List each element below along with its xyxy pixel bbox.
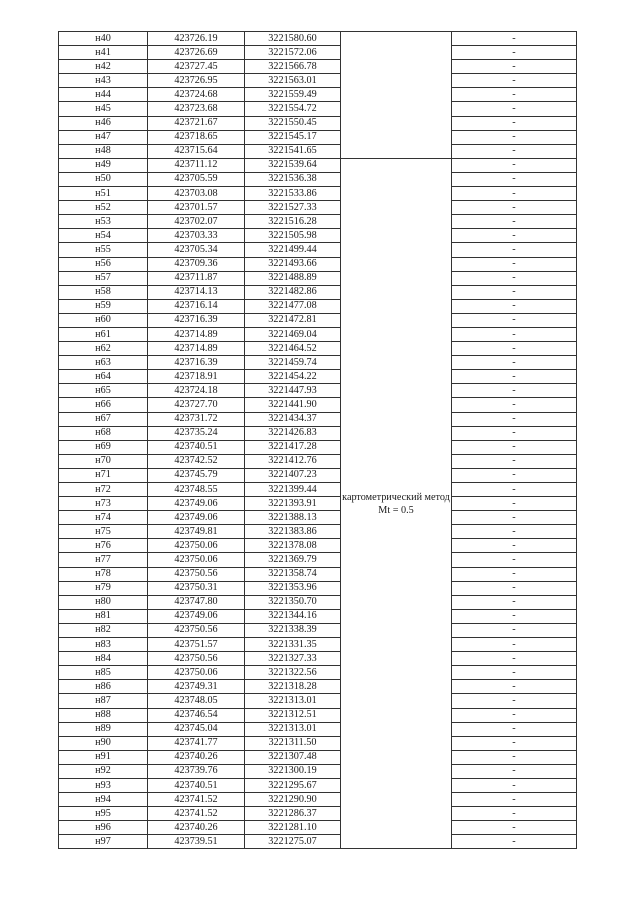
point-id-cell: н70 [59, 454, 148, 468]
error-cell: - [452, 764, 577, 778]
y-coordinate-cell: 3221572.06 [245, 46, 341, 60]
point-id-cell: н74 [59, 511, 148, 525]
y-coordinate-cell: 3221358.74 [245, 567, 341, 581]
table-row [59, 553, 577, 567]
table-row [59, 609, 577, 623]
y-coordinate-cell: 3221353.96 [245, 581, 341, 595]
error-cell: - [452, 46, 577, 60]
x-coordinate-cell: 423750.06 [148, 666, 245, 680]
y-coordinate-cell: 3221426.83 [245, 426, 341, 440]
error-cell: - [452, 807, 577, 821]
table-row [59, 74, 577, 88]
error-cell: - [452, 652, 577, 666]
error-cell: - [452, 525, 577, 539]
table-row [59, 215, 577, 229]
x-coordinate-cell: 423749.06 [148, 497, 245, 511]
table-row [59, 694, 577, 708]
point-id-cell: н41 [59, 46, 148, 60]
error-cell: - [452, 497, 577, 511]
y-coordinate-cell: 3221313.01 [245, 694, 341, 708]
point-id-cell: н95 [59, 807, 148, 821]
y-coordinate-cell: 3221550.45 [245, 116, 341, 130]
y-coordinate-cell: 3221331.35 [245, 638, 341, 652]
point-id-cell: н66 [59, 398, 148, 412]
x-coordinate-cell: 423703.33 [148, 229, 245, 243]
x-coordinate-cell: 423727.70 [148, 398, 245, 412]
point-id-cell: н81 [59, 609, 148, 623]
point-id-cell: н89 [59, 722, 148, 736]
x-coordinate-cell: 423740.51 [148, 440, 245, 454]
x-coordinate-cell: 423739.51 [148, 835, 245, 849]
error-cell: - [452, 694, 577, 708]
x-coordinate-cell: 423750.06 [148, 539, 245, 553]
point-id-cell: н69 [59, 440, 148, 454]
table-row [59, 370, 577, 384]
table-row [59, 497, 577, 511]
error-cell: - [452, 88, 577, 102]
error-cell: - [452, 708, 577, 722]
point-id-cell: н64 [59, 370, 148, 384]
x-coordinate-cell: 423716.14 [148, 299, 245, 313]
x-coordinate-cell: 423727.45 [148, 60, 245, 74]
point-id-cell: н65 [59, 384, 148, 398]
x-coordinate-cell: 423724.18 [148, 384, 245, 398]
method-cell: картометрический метод Mt = 0.5 [341, 158, 452, 849]
x-coordinate-cell: 423735.24 [148, 426, 245, 440]
table-row [59, 102, 577, 116]
table-row [59, 623, 577, 637]
method-cell-empty [341, 32, 452, 159]
error-cell: - [452, 793, 577, 807]
y-coordinate-cell: 3221327.33 [245, 652, 341, 666]
x-coordinate-cell: 423741.52 [148, 807, 245, 821]
point-id-cell: н87 [59, 694, 148, 708]
point-id-cell: н57 [59, 271, 148, 285]
error-cell: - [452, 623, 577, 637]
y-coordinate-cell: 3221307.48 [245, 750, 341, 764]
x-coordinate-cell: 423724.68 [148, 88, 245, 102]
error-cell: - [452, 553, 577, 567]
y-coordinate-cell: 3221472.81 [245, 313, 341, 327]
table-row [59, 130, 577, 144]
x-coordinate-cell: 423749.06 [148, 609, 245, 623]
point-id-cell: н72 [59, 483, 148, 497]
y-coordinate-cell: 3221559.49 [245, 88, 341, 102]
x-coordinate-cell: 423746.54 [148, 708, 245, 722]
point-id-cell: н94 [59, 793, 148, 807]
y-coordinate-cell: 3221459.74 [245, 356, 341, 370]
table-row [59, 398, 577, 412]
error-cell: - [452, 638, 577, 652]
x-coordinate-cell: 423750.56 [148, 623, 245, 637]
x-coordinate-cell: 423751.57 [148, 638, 245, 652]
error-cell: - [452, 567, 577, 581]
error-cell: - [452, 483, 577, 497]
point-id-cell: н83 [59, 638, 148, 652]
y-coordinate-cell: 3221417.28 [245, 440, 341, 454]
error-cell: - [452, 412, 577, 426]
point-id-cell: н84 [59, 652, 148, 666]
error-cell: - [452, 201, 577, 215]
y-coordinate-cell: 3221464.52 [245, 342, 341, 356]
table-row [59, 525, 577, 539]
x-coordinate-cell: 423709.36 [148, 257, 245, 271]
point-id-cell: н60 [59, 313, 148, 327]
error-cell: - [452, 539, 577, 553]
error-cell: - [452, 666, 577, 680]
x-coordinate-cell: 423748.55 [148, 483, 245, 497]
x-coordinate-cell: 423749.31 [148, 680, 245, 694]
error-cell: - [452, 440, 577, 454]
x-coordinate-cell: 423714.13 [148, 285, 245, 299]
x-coordinate-cell: 423723.68 [148, 102, 245, 116]
error-cell: - [452, 426, 577, 440]
table-row [59, 807, 577, 821]
y-coordinate-cell: 3221399.44 [245, 483, 341, 497]
point-id-cell: н86 [59, 680, 148, 694]
x-coordinate-cell: 423740.51 [148, 778, 245, 792]
table-row [59, 285, 577, 299]
table-row [59, 356, 577, 370]
x-coordinate-cell: 423741.52 [148, 793, 245, 807]
y-coordinate-cell: 3221566.78 [245, 60, 341, 74]
error-cell: - [452, 454, 577, 468]
error-cell: - [452, 102, 577, 116]
error-cell: - [452, 835, 577, 849]
point-id-cell: н88 [59, 708, 148, 722]
x-coordinate-cell: 423726.95 [148, 74, 245, 88]
point-id-cell: н67 [59, 412, 148, 426]
table-row [59, 454, 577, 468]
point-id-cell: н73 [59, 497, 148, 511]
coordinates-table [58, 31, 577, 849]
x-coordinate-cell: 423748.05 [148, 694, 245, 708]
table-row [59, 778, 577, 792]
table-row [59, 243, 577, 257]
point-id-cell: н62 [59, 342, 148, 356]
y-coordinate-cell: 3221286.37 [245, 807, 341, 821]
table-row [59, 750, 577, 764]
error-cell: - [452, 327, 577, 341]
x-coordinate-cell: 423714.89 [148, 327, 245, 341]
table-row [59, 426, 577, 440]
x-coordinate-cell: 423701.57 [148, 201, 245, 215]
point-id-cell: н47 [59, 130, 148, 144]
point-id-cell: н71 [59, 468, 148, 482]
x-coordinate-cell: 423718.65 [148, 130, 245, 144]
table-row [59, 299, 577, 313]
y-coordinate-cell: 3221295.67 [245, 778, 341, 792]
y-coordinate-cell: 3221434.37 [245, 412, 341, 426]
point-id-cell: н49 [59, 158, 148, 172]
y-coordinate-cell: 3221318.28 [245, 680, 341, 694]
table-row [59, 708, 577, 722]
table-row [59, 764, 577, 778]
table-row [59, 638, 577, 652]
table-row [59, 595, 577, 609]
point-id-cell: н45 [59, 102, 148, 116]
y-coordinate-cell: 3221311.50 [245, 736, 341, 750]
x-coordinate-cell: 423750.06 [148, 553, 245, 567]
table-row [59, 257, 577, 271]
table-row [59, 539, 577, 553]
y-coordinate-cell: 3221412.76 [245, 454, 341, 468]
y-coordinate-cell: 3221554.72 [245, 102, 341, 116]
point-id-cell: н97 [59, 835, 148, 849]
x-coordinate-cell: 423726.69 [148, 46, 245, 60]
point-id-cell: н54 [59, 229, 148, 243]
error-cell: - [452, 581, 577, 595]
y-coordinate-cell: 3221441.90 [245, 398, 341, 412]
error-cell: - [452, 158, 577, 172]
y-coordinate-cell: 3221447.93 [245, 384, 341, 398]
error-cell: - [452, 257, 577, 271]
y-coordinate-cell: 3221477.08 [245, 299, 341, 313]
y-coordinate-cell: 3221300.19 [245, 764, 341, 778]
point-id-cell: н55 [59, 243, 148, 257]
point-id-cell: н50 [59, 172, 148, 186]
table-row [59, 384, 577, 398]
y-coordinate-cell: 3221541.65 [245, 144, 341, 158]
table-row [59, 666, 577, 680]
point-id-cell: н79 [59, 581, 148, 595]
table-row [59, 511, 577, 525]
y-coordinate-cell: 3221499.44 [245, 243, 341, 257]
y-coordinate-cell: 3221378.08 [245, 539, 341, 553]
error-cell: - [452, 32, 577, 46]
table-row [59, 342, 577, 356]
error-cell: - [452, 116, 577, 130]
error-cell: - [452, 609, 577, 623]
y-coordinate-cell: 3221350.70 [245, 595, 341, 609]
table-row [59, 567, 577, 581]
x-coordinate-cell: 423750.56 [148, 567, 245, 581]
table-row [59, 835, 577, 849]
y-coordinate-cell: 3221563.01 [245, 74, 341, 88]
coordinates-table-body [59, 32, 577, 849]
table-row [59, 821, 577, 835]
error-cell: - [452, 130, 577, 144]
x-coordinate-cell: 423731.72 [148, 412, 245, 426]
y-coordinate-cell: 3221383.86 [245, 525, 341, 539]
x-coordinate-cell: 423702.07 [148, 215, 245, 229]
x-coordinate-cell: 423714.89 [148, 342, 245, 356]
x-coordinate-cell: 423703.08 [148, 187, 245, 201]
error-cell: - [452, 172, 577, 186]
y-coordinate-cell: 3221469.04 [245, 327, 341, 341]
table-row [59, 32, 577, 46]
x-coordinate-cell: 423745.04 [148, 722, 245, 736]
x-coordinate-cell: 423726.19 [148, 32, 245, 46]
point-id-cell: н42 [59, 60, 148, 74]
point-id-cell: н82 [59, 623, 148, 637]
error-cell: - [452, 680, 577, 694]
table-row [59, 793, 577, 807]
error-cell: - [452, 187, 577, 201]
y-coordinate-cell: 3221482.86 [245, 285, 341, 299]
table-row [59, 144, 577, 158]
y-coordinate-cell: 3221322.56 [245, 666, 341, 680]
error-cell: - [452, 271, 577, 285]
point-id-cell: н96 [59, 821, 148, 835]
error-cell: - [452, 243, 577, 257]
error-cell: - [452, 595, 577, 609]
error-cell: - [452, 722, 577, 736]
y-coordinate-cell: 3221388.13 [245, 511, 341, 525]
error-cell: - [452, 398, 577, 412]
y-coordinate-cell: 3221516.28 [245, 215, 341, 229]
point-id-cell: н90 [59, 736, 148, 750]
table-row [59, 680, 577, 694]
y-coordinate-cell: 3221527.33 [245, 201, 341, 215]
x-coordinate-cell: 423716.39 [148, 356, 245, 370]
error-cell: - [452, 468, 577, 482]
point-id-cell: н48 [59, 144, 148, 158]
error-cell: - [452, 356, 577, 370]
table-row [59, 483, 577, 497]
point-id-cell: н43 [59, 74, 148, 88]
error-cell: - [452, 821, 577, 835]
table-row [59, 187, 577, 201]
table-row [59, 271, 577, 285]
point-id-cell: н68 [59, 426, 148, 440]
x-coordinate-cell: 423749.06 [148, 511, 245, 525]
table-row [59, 652, 577, 666]
error-cell: - [452, 299, 577, 313]
table-row [59, 440, 577, 454]
point-id-cell: н59 [59, 299, 148, 313]
error-cell: - [452, 342, 577, 356]
table-row [59, 60, 577, 74]
x-coordinate-cell: 423711.87 [148, 271, 245, 285]
error-cell: - [452, 384, 577, 398]
point-id-cell: н53 [59, 215, 148, 229]
point-id-cell: н92 [59, 764, 148, 778]
y-coordinate-cell: 3221338.39 [245, 623, 341, 637]
x-coordinate-cell: 423705.59 [148, 172, 245, 186]
point-id-cell: н58 [59, 285, 148, 299]
x-coordinate-cell: 423705.34 [148, 243, 245, 257]
y-coordinate-cell: 3221312.51 [245, 708, 341, 722]
point-id-cell: н93 [59, 778, 148, 792]
x-coordinate-cell: 423718.91 [148, 370, 245, 384]
x-coordinate-cell: 423750.56 [148, 652, 245, 666]
y-coordinate-cell: 3221281.10 [245, 821, 341, 835]
table-row [59, 46, 577, 60]
table-row [59, 412, 577, 426]
error-cell: - [452, 215, 577, 229]
table-row [59, 581, 577, 595]
y-coordinate-cell: 3221344.16 [245, 609, 341, 623]
error-cell: - [452, 750, 577, 764]
y-coordinate-cell: 3221539.64 [245, 158, 341, 172]
x-coordinate-cell: 423740.26 [148, 750, 245, 764]
point-id-cell: н40 [59, 32, 148, 46]
y-coordinate-cell: 3221313.01 [245, 722, 341, 736]
x-coordinate-cell: 423750.31 [148, 581, 245, 595]
table-row [59, 722, 577, 736]
point-id-cell: н61 [59, 327, 148, 341]
error-cell: - [452, 60, 577, 74]
y-coordinate-cell: 3221580.60 [245, 32, 341, 46]
x-coordinate-cell: 423742.52 [148, 454, 245, 468]
point-id-cell: н63 [59, 356, 148, 370]
error-cell: - [452, 285, 577, 299]
error-cell: - [452, 511, 577, 525]
error-cell: - [452, 229, 577, 243]
point-id-cell: н77 [59, 553, 148, 567]
point-id-cell: н52 [59, 201, 148, 215]
y-coordinate-cell: 3221536.38 [245, 172, 341, 186]
y-coordinate-cell: 3221275.07 [245, 835, 341, 849]
y-coordinate-cell: 3221369.79 [245, 553, 341, 567]
y-coordinate-cell: 3221393.91 [245, 497, 341, 511]
x-coordinate-cell: 423741.77 [148, 736, 245, 750]
point-id-cell: н76 [59, 539, 148, 553]
point-id-cell: н85 [59, 666, 148, 680]
y-coordinate-cell: 3221493.66 [245, 257, 341, 271]
table-row [59, 468, 577, 482]
y-coordinate-cell: 3221488.89 [245, 271, 341, 285]
x-coordinate-cell: 423721.67 [148, 116, 245, 130]
point-id-cell: н78 [59, 567, 148, 581]
point-id-cell: н56 [59, 257, 148, 271]
point-id-cell: н51 [59, 187, 148, 201]
x-coordinate-cell: 423715.64 [148, 144, 245, 158]
error-cell: - [452, 370, 577, 384]
error-cell: - [452, 736, 577, 750]
y-coordinate-cell: 3221454.22 [245, 370, 341, 384]
table-row [59, 327, 577, 341]
y-coordinate-cell: 3221533.86 [245, 187, 341, 201]
x-coordinate-cell: 423711.12 [148, 158, 245, 172]
table-row [59, 736, 577, 750]
table-row [59, 172, 577, 186]
error-cell: - [452, 144, 577, 158]
x-coordinate-cell: 423739.76 [148, 764, 245, 778]
table-row [59, 158, 577, 172]
x-coordinate-cell: 423749.81 [148, 525, 245, 539]
point-id-cell: н75 [59, 525, 148, 539]
error-cell: - [452, 778, 577, 792]
y-coordinate-cell: 3221290.90 [245, 793, 341, 807]
error-cell: - [452, 313, 577, 327]
table-row [59, 88, 577, 102]
table-row [59, 201, 577, 215]
y-coordinate-cell: 3221505.98 [245, 229, 341, 243]
point-id-cell: н44 [59, 88, 148, 102]
y-coordinate-cell: 3221407.23 [245, 468, 341, 482]
point-id-cell: н80 [59, 595, 148, 609]
point-id-cell: н91 [59, 750, 148, 764]
point-id-cell: н46 [59, 116, 148, 130]
table-row [59, 116, 577, 130]
table-row [59, 313, 577, 327]
error-cell: - [452, 74, 577, 88]
table-row [59, 229, 577, 243]
x-coordinate-cell: 423747.80 [148, 595, 245, 609]
x-coordinate-cell: 423716.39 [148, 313, 245, 327]
x-coordinate-cell: 423745.79 [148, 468, 245, 482]
y-coordinate-cell: 3221545.17 [245, 130, 341, 144]
x-coordinate-cell: 423740.26 [148, 821, 245, 835]
